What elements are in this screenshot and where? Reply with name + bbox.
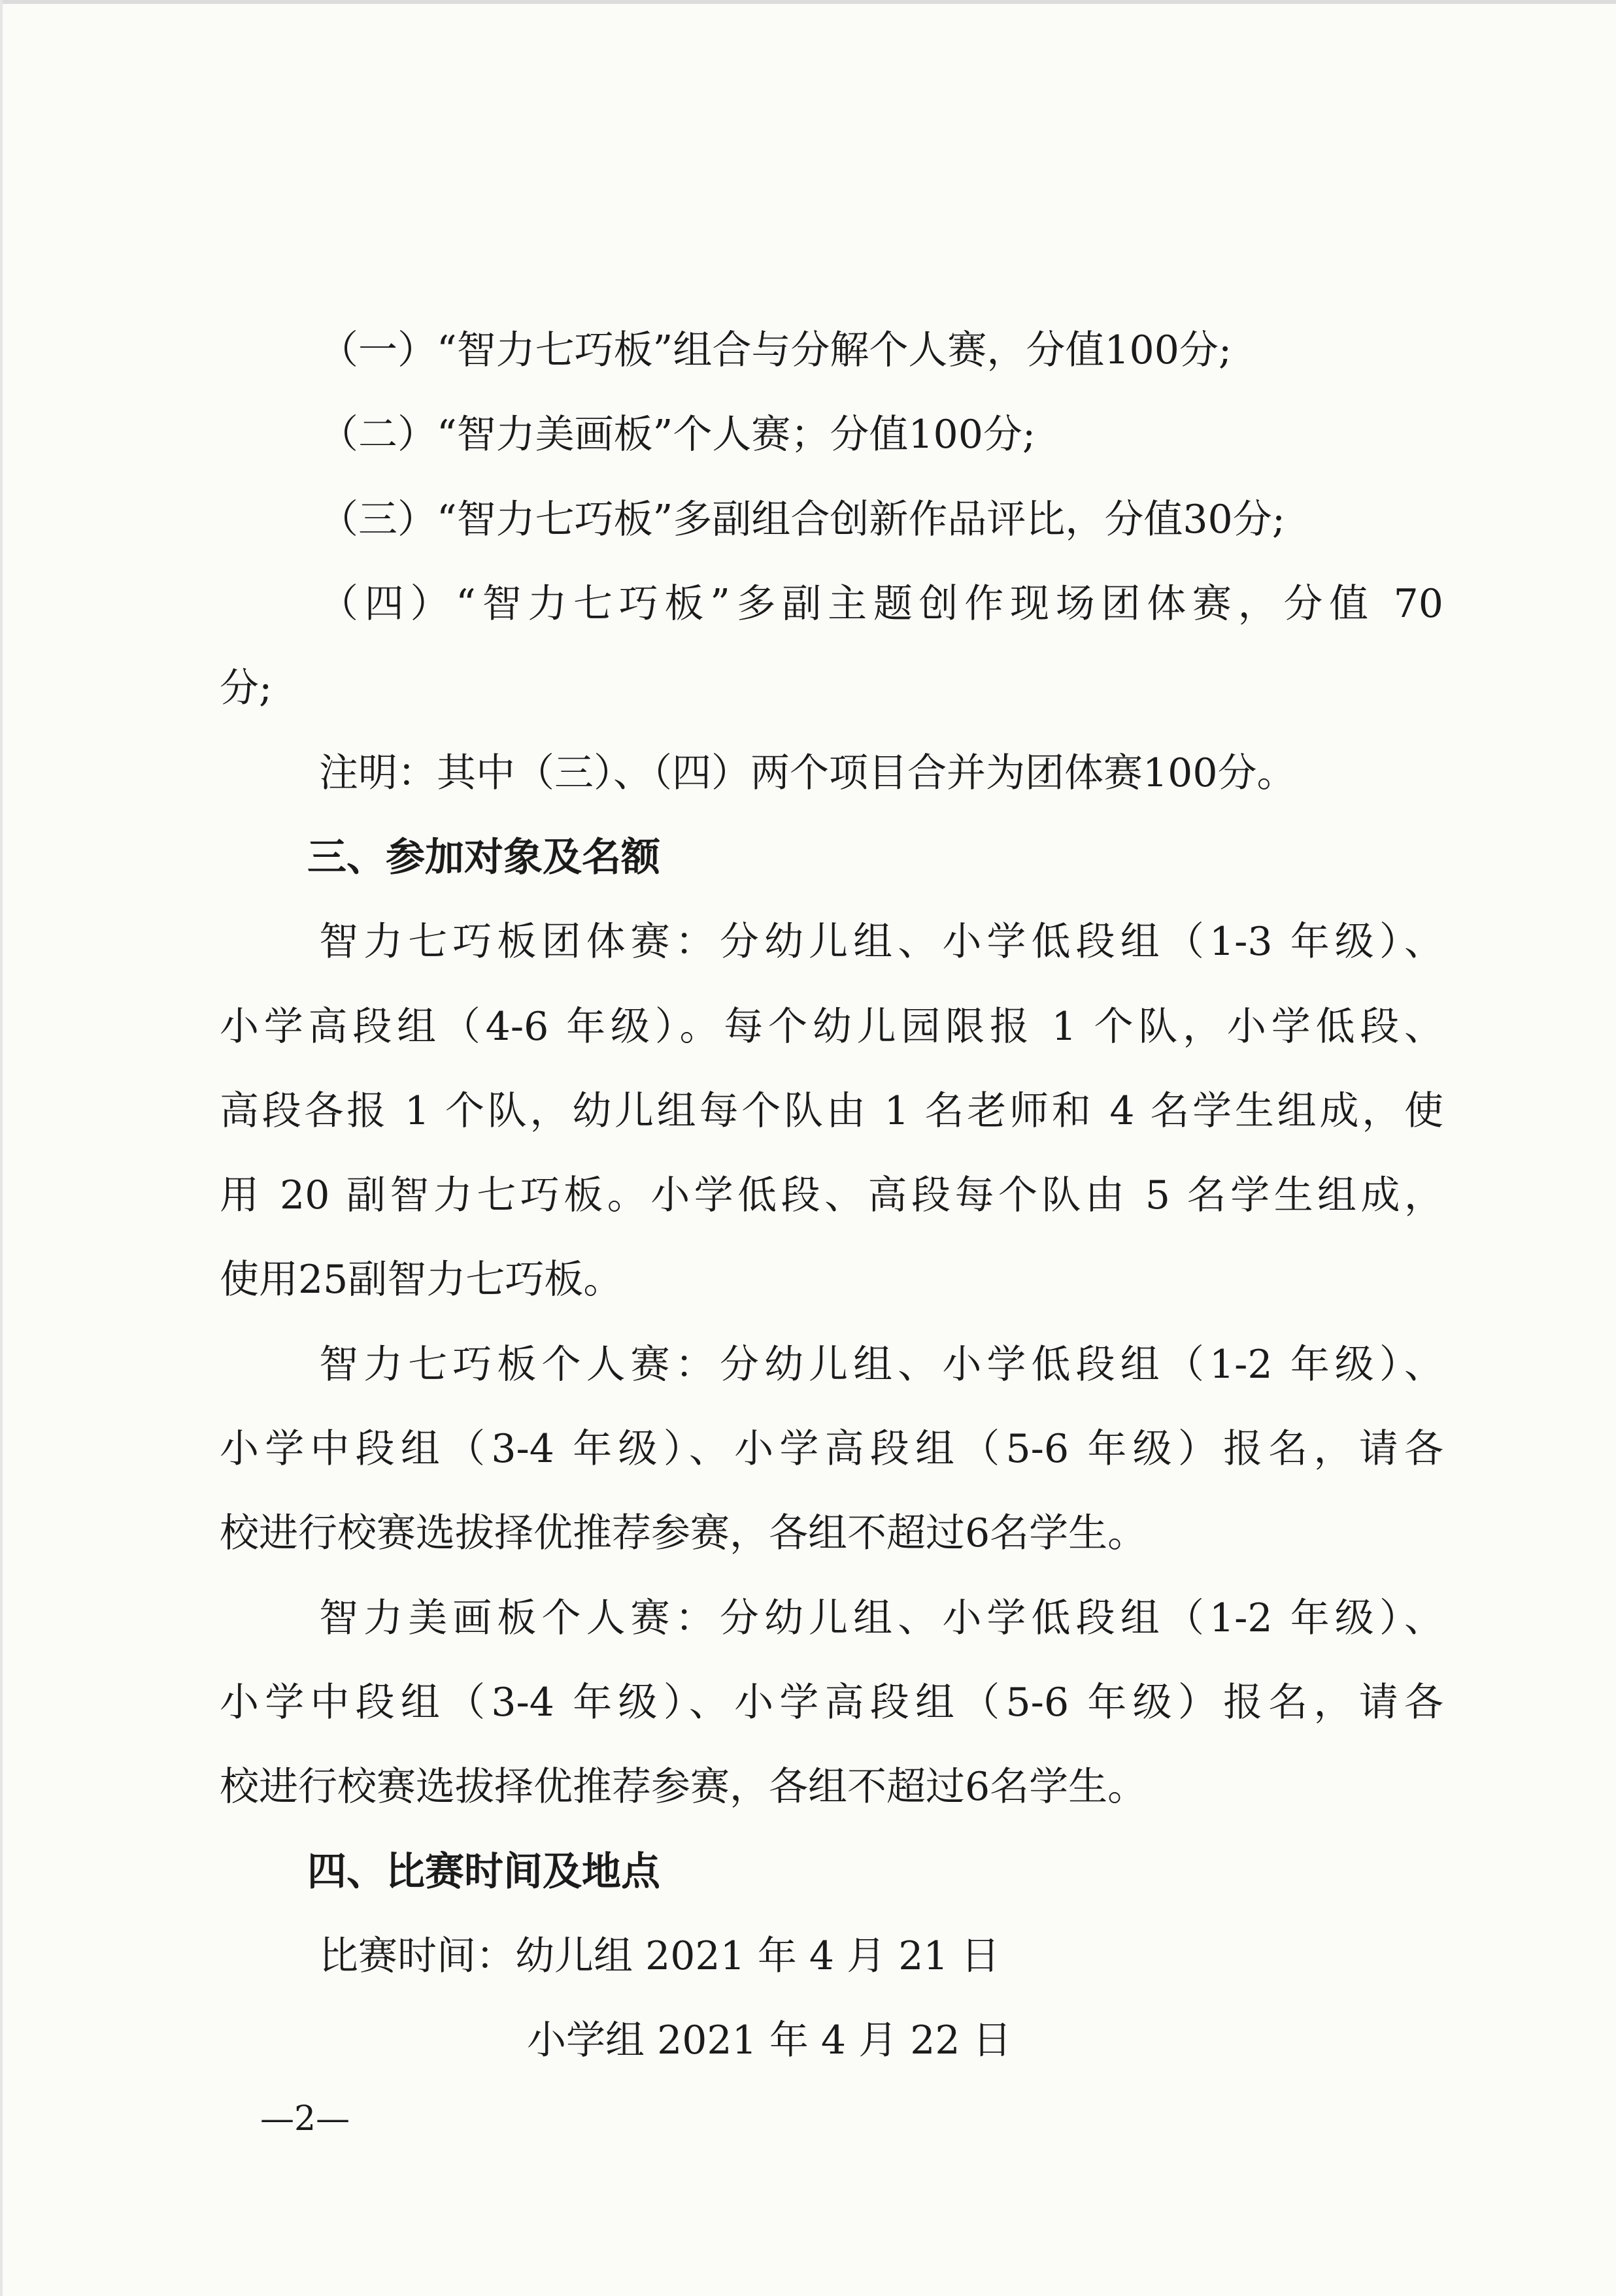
team-paragraph-line: 用 20 副智力七巧板。小学低段、高段每个队由 5 名学生组成，: [220, 1173, 1443, 1218]
score-item-4: （四）“智力七巧板”多副主题创作现场团体赛，分值 70: [319, 581, 1443, 627]
drawing-individual-line: 校进行校赛选拔择优推荐参赛，各组不超过6名学生。: [220, 1764, 1147, 1810]
tangram-individual-line: 校进行校赛选拔择优推荐参赛，各组不超过6名学生。: [220, 1510, 1147, 1556]
note-text: 注明：其中（三）、（四）两个项目合并为团体赛100分。: [319, 750, 1296, 796]
score-item-3: （三）“智力七巧板”多副组合创新作品评比，分值30分;: [319, 497, 1285, 542]
tangram-individual-line: 小学中段组（3-4 年级）、小学高段组（5-6 年级）报名，请各: [220, 1426, 1443, 1472]
tangram-individual-line: 智力七巧板个人赛：分幼儿组、小学低段组（1-2 年级）、: [319, 1342, 1443, 1388]
score-item-1: （一）“智力七巧板”组合与分解个人赛，分值100分;: [319, 327, 1232, 373]
scan-edge-top: [0, 0, 1616, 4]
competition-time-line: 比赛时间：幼儿组 2021 年 4 月 21 日: [319, 1933, 1000, 1979]
team-paragraph-line: 使用25副智力七巧板。: [220, 1257, 623, 1303]
scan-edge-left: [0, 0, 3, 2296]
score-item-4-continued: 分;: [220, 665, 273, 711]
team-paragraph-line: 小学高段组（4-6 年级）。每个幼儿园限报 1 个队，小学低段、: [220, 1004, 1443, 1050]
section-4-heading: 四、比赛时间及地点: [307, 1849, 660, 1895]
page-number: —2—: [260, 2099, 350, 2138]
section-3-heading: 三、参加对象及名额: [307, 835, 660, 880]
competition-time-line: 小学组 2021 年 4 月 22 日: [527, 2018, 1012, 2063]
team-paragraph-line: 智力七巧板团体赛：分幼儿组、小学低段组（1-3 年级）、: [319, 919, 1443, 965]
score-item-2: （二）“智力美画板”个人赛；分值100分;: [319, 412, 1036, 458]
team-paragraph-line: 高段各报 1 个队，幼儿组每个队由 1 名老师和 4 名学生组成，使: [220, 1088, 1443, 1134]
drawing-individual-line: 智力美画板个人赛：分幼儿组、小学低段组（1-2 年级）、: [319, 1595, 1443, 1641]
drawing-individual-line: 小学中段组（3-4 年级）、小学高段组（5-6 年级）报名，请各: [220, 1680, 1443, 1725]
